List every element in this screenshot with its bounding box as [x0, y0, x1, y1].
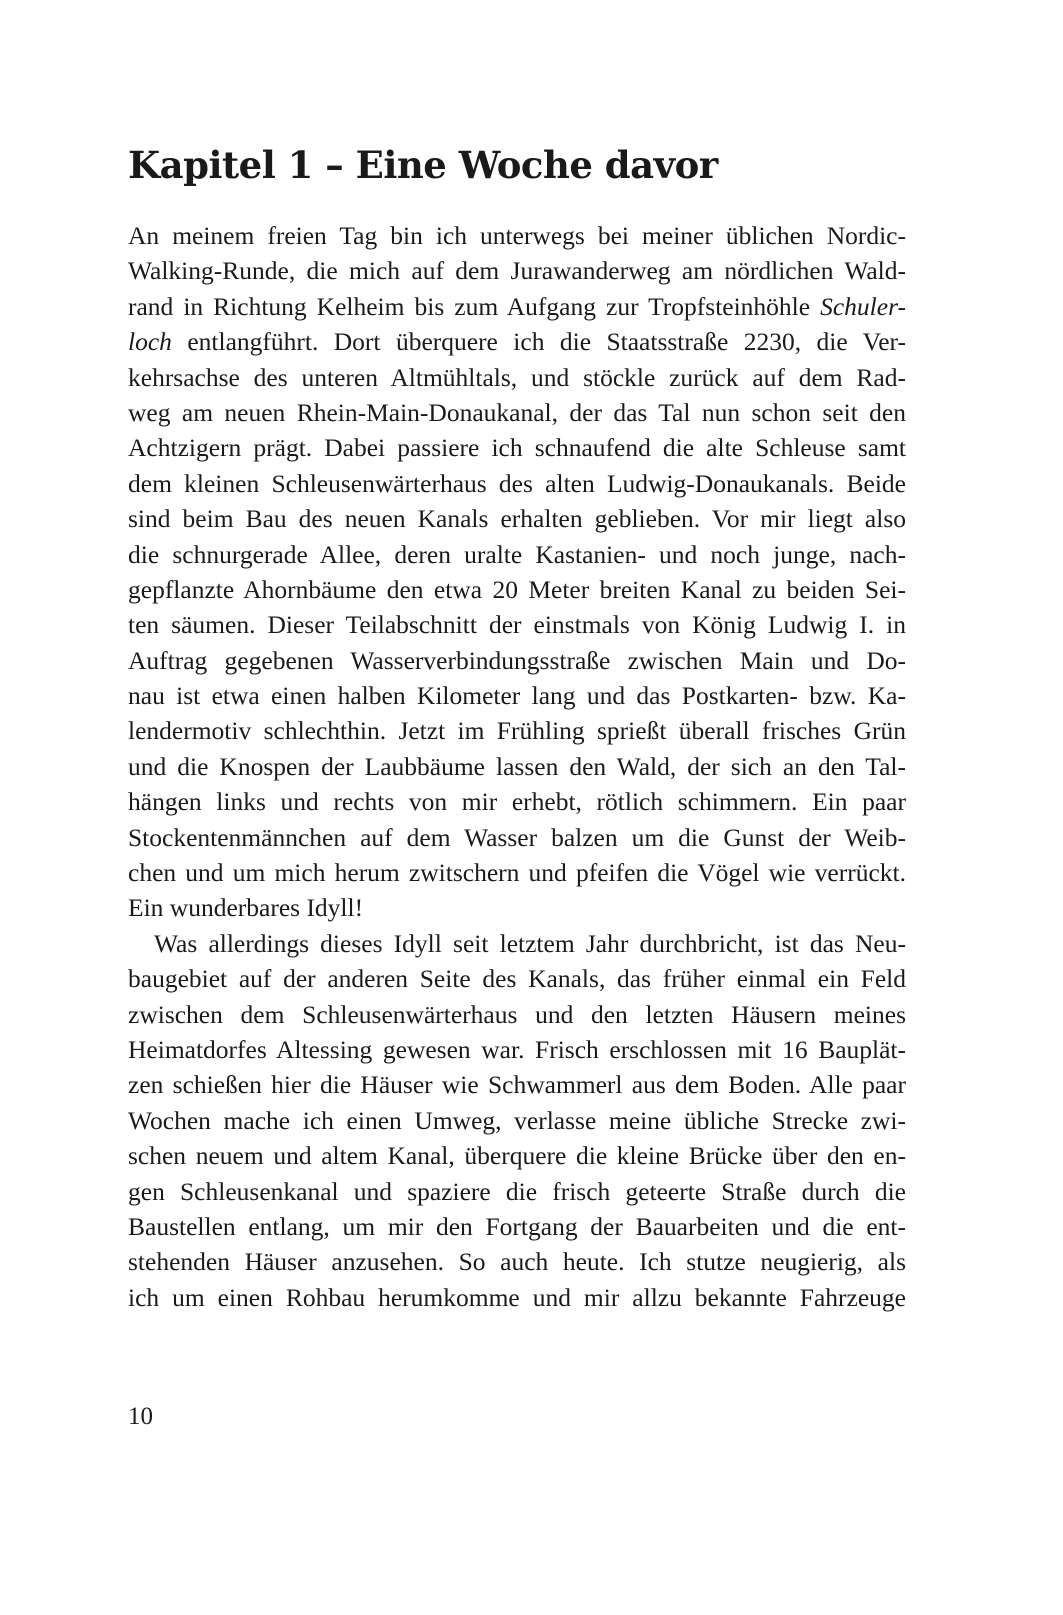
text-line	[128, 324, 906, 359]
text-line-main: entlangführt. Dort überquere ich die Staatsstraße 2230, die Ver-	[187, 327, 907, 357]
paragraph-2	[128, 926, 906, 1315]
text-line: Auftrag gegebenen Wasserverbindungsstraße zwischen Main und Do-	[128, 645, 906, 675]
text-line: zwischen dem Schleusenwärterhaus und den letzten Häusern meines	[128, 999, 906, 1029]
text-line-main: rand in Richtung Kelheim bis zum Aufgang zur Tropfsteinhöhle	[128, 291, 821, 321]
text-line: chen und um mich herum zwitschern und pfeifen die Vögel wie verrückt.	[128, 858, 906, 888]
text-line: Was allerdings dieses Idyll seit letztem Jahr durchbricht, ist das Neu-	[154, 928, 906, 958]
italic-place-name-part1: Schuler-	[820, 291, 906, 321]
body-text	[128, 218, 906, 1315]
text-line: und die Knospen der Laubbäume lassen den Wald, der sich an den Tal-	[128, 751, 906, 781]
text-line: Heimatdorfes Altessing gewesen war. Frisch erschlossen mit 16 Bauplät-	[128, 1034, 906, 1064]
paragraph-1	[128, 218, 906, 926]
text-line: Stockentenmännchen auf dem Wasser balzen um die Gunst der Weib-	[128, 822, 906, 852]
text-line: Baustellen entlang, um mir den Fortgang der Bauarbeiten und die ent-	[128, 1211, 906, 1241]
text-line: zen schießen hier die Häuser wie Schwammerl aus dem Boden. Alle paar	[128, 1070, 906, 1100]
text-line: nau ist etwa einen halben Kilometer lang und das Postkarten- bzw. Ka-	[128, 681, 906, 711]
text-line: die schnurgerade Allee, deren uralte Kastanien- und noch junge, nach-	[128, 539, 906, 569]
text-line: stehenden Häuser anzusehen. So auch heute. Ich stutze neugierig, als	[128, 1247, 906, 1277]
italic-place-name-part2: loch	[128, 327, 172, 357]
text-line: Ein wunderbares Idyll!	[128, 893, 364, 923]
text-line: dem kleinen Schleusenwärterhaus des alten Ludwig-Donaukanals. Beide	[128, 468, 906, 498]
text-line	[128, 289, 906, 324]
text-line: An meinem freien Tag bin ich unterwegs bei meiner üblichen Nordic-	[128, 221, 906, 250]
text-line: Wochen mache ich einen Umweg, verlasse meine übliche Strecke zwi-	[128, 1105, 906, 1135]
text-line: ten säumen. Dieser Teilabschnitt der einstmals von König Ludwig I. in	[128, 610, 906, 640]
text-line: sind beim Bau des neuen Kanals erhalten geblieben. Vor mir liegt also	[128, 504, 906, 534]
text-line: Walking-Runde, die mich auf dem Jurawanderweg am nördlichen Wald-	[128, 256, 906, 286]
text-line: schen neuem und altem Kanal, überquere die kleine Brücke über den en-	[128, 1141, 906, 1171]
text-line: baugebiet auf der anderen Seite des Kanals, das früher einmal ein Feld	[128, 964, 906, 994]
chapter-title: Kapitel 1 – Eine Woche davor	[128, 143, 718, 187]
text-line: gen Schleusenkanal und spaziere die frisch geteerte Straße durch die	[128, 1176, 906, 1206]
text-line: gepflanzte Ahornbäume den etwa 20 Meter breiten Kanal zu beiden Sei-	[128, 574, 906, 604]
text-line: Achtzigern prägt. Dabei passiere ich schnaufend die alte Schleuse samt	[128, 433, 906, 463]
text-line: lendermotiv schlechthin. Jetzt im Frühling sprießt überall frisches Grün	[128, 716, 906, 746]
text-line: weg am neuen Rhein-Main-Donaukanal, der das Tal nun schon seit den	[128, 397, 906, 427]
text-line: ich um einen Rohbau herumkomme und mir allzu bekannte Fahrzeuge	[128, 1282, 906, 1312]
text-line: hängen links und rechts von mir erhebt, rötlich schimmern. Ein paar	[128, 787, 906, 817]
text-line: kehrsachse des unteren Altmühltals, und stöckle zurück auf dem Rad-	[128, 362, 906, 392]
page-number: 10	[128, 1403, 153, 1430]
